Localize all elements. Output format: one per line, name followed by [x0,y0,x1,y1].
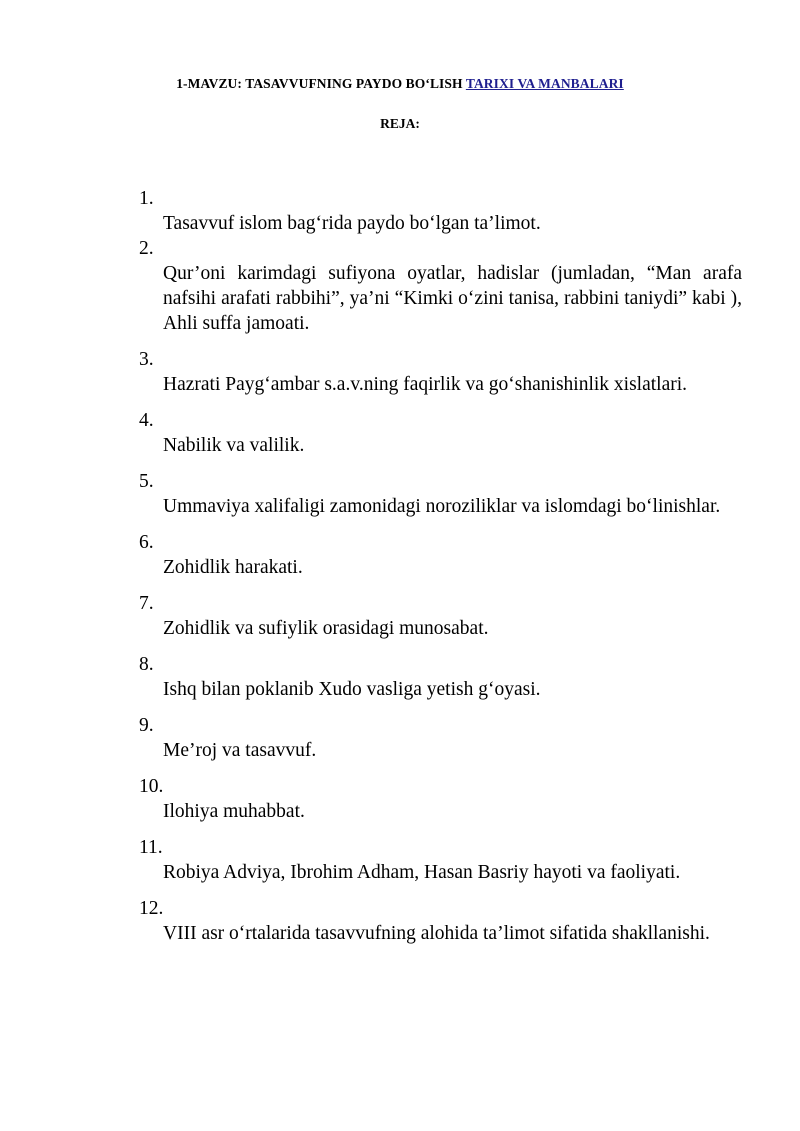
title-text: 1-MAVZU: TASAVVUFNING PAYDO BO‘LISH [176,76,466,91]
item-number: 6. [139,532,154,553]
document-title [0,76,800,92]
item-text: Tasavvuf islom bag‘rida paydo bo‘lgan ta’limot. [163,213,541,234]
item-number: 3. [139,349,154,370]
item-number: 10. [139,776,164,797]
list-item [139,591,742,641]
list-item [139,774,742,824]
list-item [139,408,742,458]
list-item [139,835,742,885]
list-item [139,469,742,519]
title-link[interactable]: TARIXI VA MANBALARI [465,76,624,91]
list-item [139,896,742,946]
item-text: Ilohiya muhabbat. [163,801,305,822]
list-item [139,347,742,397]
item-number: 11. [139,837,163,858]
item-number: 4. [139,410,154,431]
list-item [139,652,742,702]
item-number: 1. [139,188,154,209]
item-number: 9. [139,715,154,736]
item-number: 12. [139,898,164,919]
plan-heading: REJA: [380,116,420,131]
item-text: Me’roj va tasavvuf. [163,740,317,761]
item-number: 7. [139,593,154,614]
item-text: Nabilik va valilik. [163,435,305,456]
item-number: 2. [139,238,154,259]
item-text: VIII asr o‘rtalarida tasavvufning alohida ta’limot sifatida shakllanishi. [163,923,710,944]
plan-list [139,186,742,946]
item-text: Zohidlik harakati. [163,557,303,578]
list-item [139,530,742,580]
item-text: Ummaviya xalifaligi zamonidagi noroziliklar va islomdagi bo‘linishlar. [163,496,721,517]
item-text: Robiya Adviya, Ibrohim Adham, Hasan Basriy hayoti va faoliyati. [163,862,681,883]
list-item [139,236,742,336]
item-text: Ishq bilan poklanib Xudo vasliga yetish g‘oyasi. [163,679,541,700]
item-text: Hazrati Payg‘ambar s.a.v.ning faqirlik va go‘shanishinlik xislatlari. [163,374,688,395]
item-number: 5. [139,471,154,492]
list-item [139,713,742,763]
list-item [139,186,742,236]
item-text: Qur’oni karimdagi sufiyona oyatlar, hadislar (jumladan, “Man arafa nafsihi arafati rabbihi”, ya’ni “Kimki o‘zini tanisa, rabbini taniydi” kabi ), Ahli suffa jamoati. [163,263,742,334]
item-text: Zohidlik va sufiylik orasidagi munosabat. [163,618,489,639]
item-number: 8. [139,654,154,675]
